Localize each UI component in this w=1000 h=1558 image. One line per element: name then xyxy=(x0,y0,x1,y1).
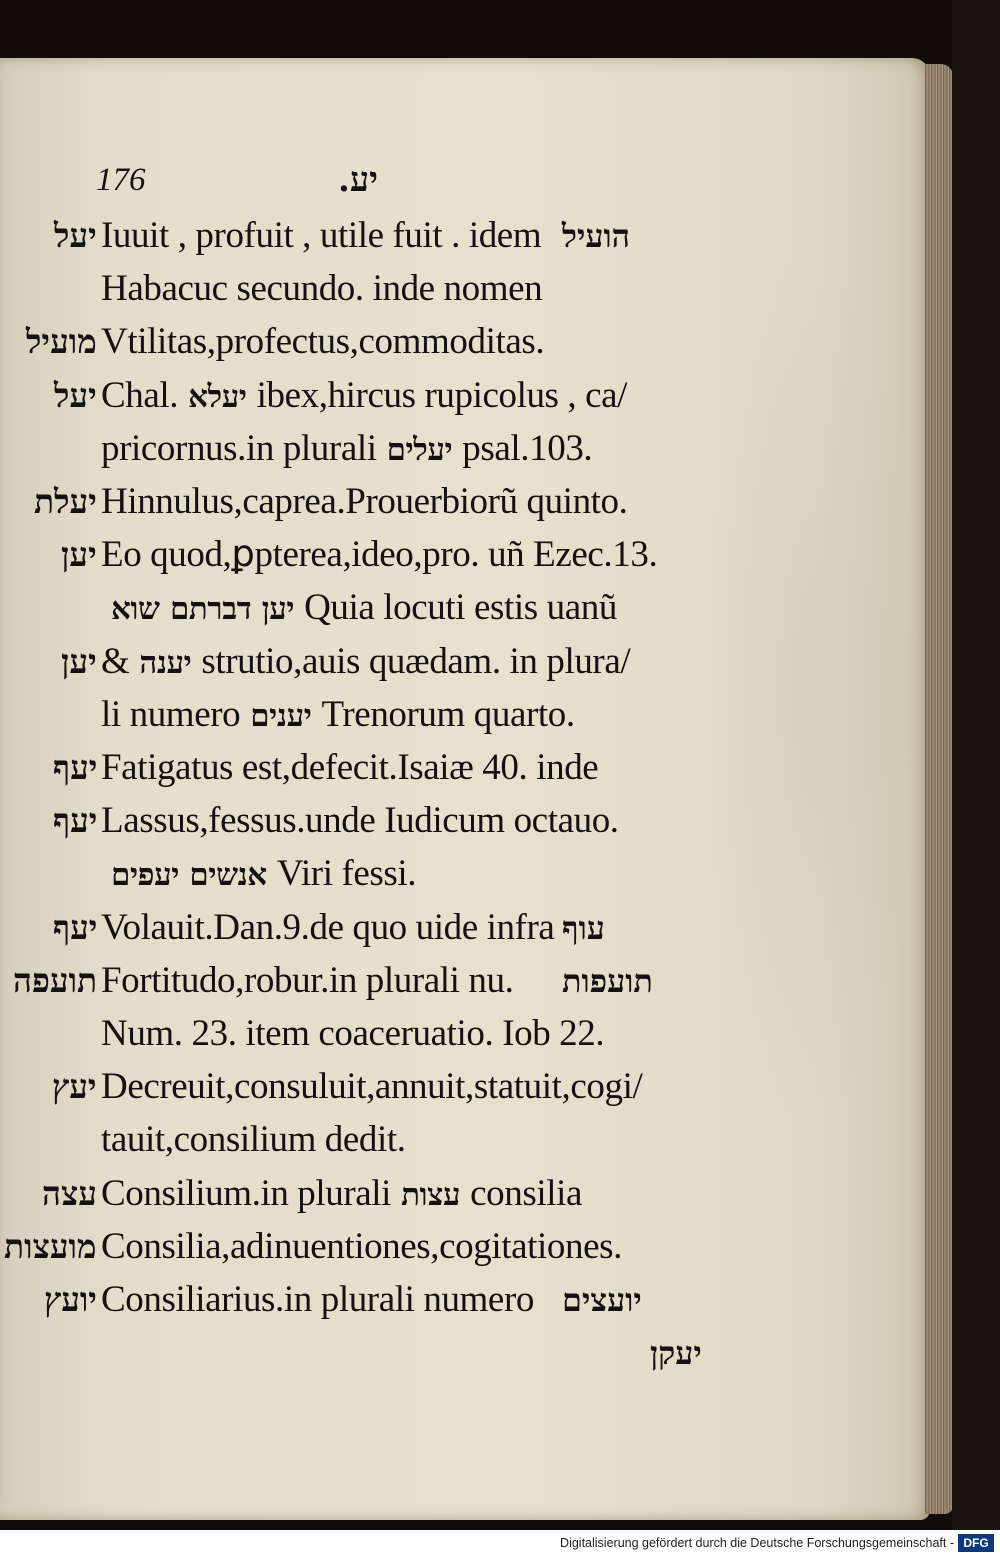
latin-gloss: Decreuit,consuluit,annuit,statuit,cogi/ xyxy=(101,1066,643,1108)
latin-gloss: Fatigatus est,defecit.Isaiæ 40. inde xyxy=(101,747,599,788)
latin-gloss: ibex,hircus rupicolus , ca/ xyxy=(256,374,628,416)
footer-credit: Digitalisierung gefördert durch die Deutsche Forschungsgemeinschaft - xyxy=(560,1536,954,1550)
entry-lemma: עצה xyxy=(42,1173,97,1213)
entry-line xyxy=(101,906,554,950)
entry-line xyxy=(101,214,541,258)
entry-lemma: יען xyxy=(61,535,97,575)
entry-line xyxy=(101,427,592,472)
latin-gloss: consilia xyxy=(470,1172,582,1214)
entry-line xyxy=(101,586,617,631)
hebrew-phrase: אנשים יעפים xyxy=(111,857,267,894)
entry-lemma: יעל xyxy=(54,375,97,415)
entry-lemma: יעף xyxy=(53,748,98,787)
entry-line xyxy=(101,640,630,685)
entry-line xyxy=(101,320,544,364)
page-edge-stack xyxy=(925,64,953,1514)
show-through xyxy=(700,240,920,1140)
hebrew-crossref: הועיל xyxy=(562,217,631,255)
entry-lemma: מועצות xyxy=(4,1226,97,1266)
hebrew-crossref: יועצים xyxy=(562,1281,642,1319)
entry-line xyxy=(101,852,416,897)
entry-line xyxy=(101,1118,406,1162)
entry-line xyxy=(101,959,513,1003)
entry-lemma: יעלת xyxy=(34,482,97,521)
latin-gloss: & xyxy=(101,640,130,682)
hebrew-word: יענה xyxy=(139,644,192,681)
scanner-margin xyxy=(952,0,1000,1558)
entry-line xyxy=(101,1172,582,1217)
latin-gloss: Fortitudo,robur.in plurali nu. xyxy=(101,959,514,1001)
entry-lemma: יעל xyxy=(54,216,97,255)
latin-gloss: Consilium.in plurali xyxy=(101,1172,392,1214)
latin-gloss: Consiliarius.in plurali numero xyxy=(101,1279,534,1320)
entry-lemma: תועפה xyxy=(13,960,98,1000)
running-head: יע. xyxy=(338,160,378,200)
latin-gloss: Quia locuti estis uanũ xyxy=(304,587,617,629)
hebrew-word: יעלא xyxy=(188,378,247,415)
latin-gloss: li numero xyxy=(101,693,241,735)
latin-gloss: Eo quod,ꝑpterea,ideo,pro. uñ Ezec.13. xyxy=(101,534,658,576)
latin-gloss: Iuuit , profuit , utile fuit . idem xyxy=(101,215,542,256)
entry-lemma: יעץ xyxy=(52,1067,97,1107)
entry-line xyxy=(101,1065,642,1109)
entry-lemma: מועיל xyxy=(26,322,97,362)
hebrew-form: יעקן xyxy=(650,1334,702,1373)
entry-line xyxy=(101,693,575,738)
latin-gloss: Volauit.Dan.9.de quo uide infra xyxy=(101,906,555,948)
entry-line xyxy=(101,267,542,311)
latin-gloss: Habacuc secundo. inde nomen xyxy=(101,268,543,310)
entry-line xyxy=(101,533,657,577)
latin-gloss: Vtilitas,profectus,commoditas. xyxy=(101,321,545,363)
entry-lemma: יען xyxy=(61,641,97,681)
entry-line xyxy=(101,1012,604,1056)
entry-lemma: יעף xyxy=(53,907,98,947)
latin-gloss: Viri fessi. xyxy=(276,853,417,895)
folio-number: 176 xyxy=(96,162,146,198)
latin-gloss: strutio,auis quædam. in plura/ xyxy=(201,640,631,682)
latin-gloss: pricornus.in plurali xyxy=(101,427,377,469)
entry-line xyxy=(101,1225,622,1269)
entry-line xyxy=(101,799,619,843)
hebrew-word: עצות xyxy=(401,1176,461,1213)
entry-lemma: יעף xyxy=(53,801,98,841)
hebrew-crossref: תועפות xyxy=(562,961,653,1000)
latin-gloss: psal.103. xyxy=(462,427,593,469)
hebrew-word: יענים xyxy=(250,697,312,734)
hebrew-word: יעלים xyxy=(386,431,453,468)
latin-gloss: Chal. xyxy=(101,374,179,416)
digitization-footer xyxy=(0,1530,1000,1558)
latin-gloss: Num. 23. item coaceruatio. Iob 22. xyxy=(101,1013,605,1054)
latin-gloss: tauit,consilium dedit. xyxy=(101,1119,406,1161)
latin-gloss: Hinnulus,caprea.Prouerbiorũ quinto. xyxy=(101,481,628,522)
latin-gloss: Consilia,adinuentiones,cogitationes. xyxy=(101,1225,622,1267)
hebrew-crossref: עוף xyxy=(562,908,605,947)
entry-line xyxy=(101,480,628,524)
latin-gloss: Lassus,fessus.unde Iudicum octauo. xyxy=(101,800,619,842)
latin-gloss: Trenorum quarto. xyxy=(321,693,575,735)
dfg-logo-icon: DFG xyxy=(958,1534,994,1552)
hebrew-phrase: יען דברתם שוא xyxy=(111,591,295,628)
entry-line xyxy=(101,746,598,790)
entry-line xyxy=(101,1278,534,1322)
entry-line xyxy=(101,374,627,419)
entry-lemma: יועץ xyxy=(44,1280,97,1319)
